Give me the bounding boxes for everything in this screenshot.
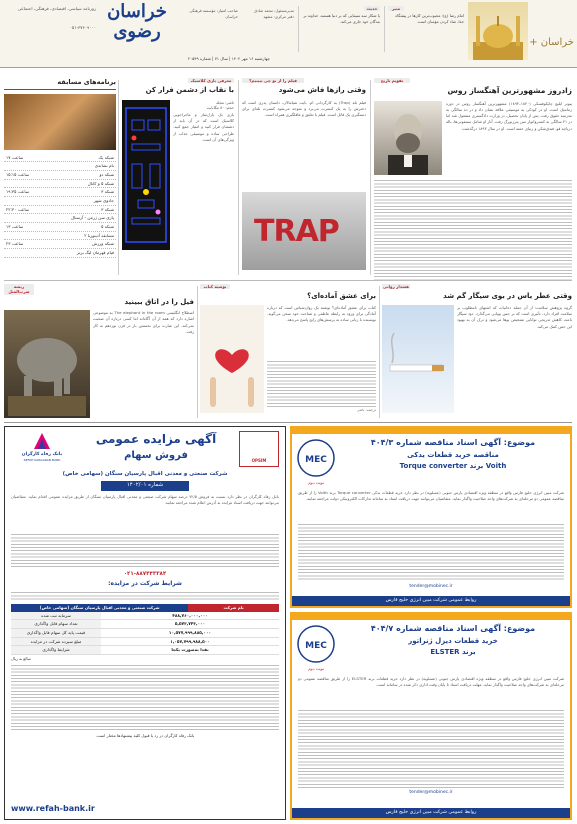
masthead-info-2: مدیرمسئول: محمد صادق دفتر مرکزی: مشهد bbox=[254, 8, 294, 20]
auction-value: ۱۰,۵۷۷,۹۹۹,۸۸۵,۰۰۰ bbox=[168, 630, 212, 636]
company-logo-icon bbox=[296, 438, 336, 478]
auction-ad bbox=[4, 426, 286, 820]
shrine-text: امام رضا (ع): محبوب‌ترین کارها در پیشگاه خدا، شاد کردن مؤمنان است. bbox=[395, 13, 464, 25]
game-screenshot bbox=[122, 100, 170, 250]
tv-schedule-list bbox=[4, 154, 116, 258]
tv-show-time: ساعت ۱۷ bbox=[6, 154, 24, 160]
article-credit: ترجمه: ناشر bbox=[357, 407, 376, 412]
section-title: خراسان + bbox=[529, 37, 574, 48]
quote-tag: حدیث bbox=[364, 6, 380, 11]
article-title: برای عشق آماده‌ای؟ bbox=[307, 292, 376, 301]
maze-icon bbox=[122, 100, 170, 250]
auction-label: مبلغ سپرده شرکت در مزایده bbox=[11, 638, 101, 646]
bank-icon bbox=[30, 431, 54, 451]
tv-show-time: ساعت ۲۲:۳۰ bbox=[6, 206, 30, 212]
tv-schedule bbox=[4, 78, 116, 278]
newspaper-logo: خراسان رضوی bbox=[107, 1, 167, 42]
divider bbox=[238, 80, 239, 275]
tv-show-time: ساعت ۱۳ bbox=[6, 224, 24, 230]
film-poster bbox=[242, 192, 366, 270]
side-label: نوبت دوم bbox=[308, 666, 324, 672]
ad-footer-note: بانک رفاه کارگران در رد یا قبول کلیه پیشنهادها مختار است. bbox=[95, 733, 195, 739]
tv-show-time: ساعت ۲۳ bbox=[6, 241, 24, 247]
ad-phone: ۰۲۱-۸۸۷۴۴۳۳۸۴ bbox=[123, 570, 167, 577]
cigarette-icon bbox=[382, 305, 454, 413]
article-title: وقتی رازها فاش می‌شود bbox=[278, 86, 366, 95]
auction-table-body bbox=[11, 612, 279, 655]
divider bbox=[379, 286, 380, 418]
tv-show-name: شبکه دو bbox=[99, 172, 114, 178]
article-title: وقتی عطر یاس در بوی سیگار گم شد bbox=[443, 292, 572, 301]
elephant-icon bbox=[4, 310, 90, 418]
tv-show-name: شبکه ۵ و کانال bbox=[87, 180, 114, 186]
article-body: پیوتر ایلیچ چایکوفسکی (۱۸۴۰–۱۸۹۳) مشهورترین آهنگساز روس در دوره رمانتیک است. او در کودکی به موسیقی علاقه نشان داد و در ده سالگی به مدرسه حقوق رفت. پس از پایان تحصیل، در وزارت دادگستری مشغول شد اما در ۲۱ سالگی به کنسرواتوار سن پترزبورگ رفت. آثار او شامل سمفونی‌ها، باله دریاچه قو، فندق‌شکن و زیبای خفته است. او در سال ۱۸۹۳ درگذشت. bbox=[446, 100, 572, 131]
article-idiom bbox=[4, 284, 194, 420]
tv-schedule-row bbox=[4, 249, 116, 258]
article-smoking bbox=[382, 284, 572, 420]
conditions-title: شرایط شرکت در مزایده: bbox=[108, 580, 182, 588]
divider bbox=[4, 280, 572, 281]
article-tag: هشدار روانی bbox=[383, 284, 409, 289]
dateline: چهارشنبه ۱۶ مهر ۱۴۰۲ | سال ۷۱ | شماره ۲۰۵۴۹ bbox=[187, 56, 270, 61]
article-body: اصطلاح انگلیسی The elephant in the room به موضوعی اشاره دارد که همه از آن آگاه‌اند اما کسی درباره آن صحبت نمی‌کند. این عبارت برای نخستین بار در قرن نوزدهم به کار رفت. bbox=[93, 310, 194, 334]
heart-icon bbox=[200, 305, 264, 413]
shrine-quote bbox=[388, 6, 464, 25]
ad-body: بانک رفاه کارگران در نظر دارد نسبت به فروش ۷۲/۵ درصد سهام شرکت صنعتی و معدنی اقبال پارسیان سنگان از طریق مزایده عمومی اقدام نماید. متقاضیان می‌توانند جهت دریافت اسناد مزایده به آدرس اعلام شده مراجعه نمایند. bbox=[11, 493, 280, 506]
quote-text: یا شکار سه سیمایی که بر دنیا هستند، خداوند بر بندگان خود جاری می‌کند. bbox=[303, 13, 380, 25]
article-body: بازی یک پازل‌ساز و ماجراجویی کلاسیک است که در آن باید از دشمنان فرار کنید و امتیاز جمع کنید. طراحی ساده و موسیقی جذاب از ویژگی‌های آن است. bbox=[173, 111, 234, 142]
divider bbox=[370, 80, 371, 275]
shrine-dome-icon bbox=[468, 2, 528, 60]
side-label: نوبت دوم bbox=[308, 480, 324, 486]
tv-show-name: مسابقه آدیتوریا ۲ bbox=[84, 232, 114, 238]
divider bbox=[118, 80, 119, 275]
ad-email[interactable]: tender@mobinec.ir bbox=[409, 789, 453, 795]
shrine-image bbox=[468, 2, 528, 60]
elephant-photo bbox=[4, 310, 90, 418]
ad-subtitle-2: برند ELSTER bbox=[430, 648, 476, 657]
company-logo bbox=[296, 624, 336, 672]
article-title: فیل را در اتاق ببینید bbox=[124, 297, 194, 306]
tv-show-time: ساعت ۱۹:۳۵ bbox=[6, 189, 30, 195]
ad-body: شرکت مبین انرژی خلیج فارس واقع در منطقه ویژه اقتصادی پارس جنوبی (عسلویه) در نظر دارد خرید قطعات یدکی Torque converter برند Voith را از طریق مناقصه عمومی دو مرحله‌ای به شرکت‌های واجد صلاحیت واگذار نماید. متقاضیان می‌توانند جهت دریافت اسناد به سامانه تدارکات الکترونیکی دولت مراجعه نمایند. bbox=[298, 489, 564, 502]
article-meta: ناشر: مجله حجم: ۸۰ مگابایت bbox=[206, 99, 234, 110]
tv-schedule-row bbox=[4, 171, 116, 180]
tv-schedule-row bbox=[4, 188, 116, 197]
ad-email[interactable]: tender@mobinec.ir bbox=[409, 583, 453, 589]
article-body-continued bbox=[374, 178, 572, 282]
tv-schedule-row bbox=[4, 197, 116, 206]
cigarette-photo bbox=[382, 305, 454, 413]
amount-label: مبالغ به ریال bbox=[11, 656, 31, 662]
tv-show-name: پاری سن ژرمن - آرسنال bbox=[70, 215, 114, 221]
article-title: زادروز مشهورترین آهنگساز روس bbox=[447, 86, 572, 96]
auction-table-row bbox=[11, 620, 279, 629]
hearts-photo bbox=[200, 305, 264, 413]
ad-title: موضوع: آگهی اسناد مناقصه شماره ۴۰۴/۳ bbox=[370, 438, 536, 447]
article-tag: توصیه کتاب bbox=[200, 284, 230, 289]
bank-url[interactable]: www.refah-bank.ir bbox=[11, 804, 95, 814]
tv-schedule-row bbox=[4, 180, 116, 189]
tv-show-name: شبکه ورزش bbox=[92, 241, 114, 247]
tv-show-name: شبکه ۳ bbox=[101, 206, 114, 212]
poster-text: TRAP bbox=[254, 213, 339, 249]
auction-label: سرمایه ثبت شده bbox=[11, 612, 101, 620]
article-title: با نقاب از دشمن فرار کن bbox=[145, 86, 234, 95]
conditions-text bbox=[11, 590, 279, 602]
tv-schedule-title: برنامه‌های مسابقه bbox=[4, 78, 116, 90]
ad-subtitle: فروش سهام bbox=[124, 450, 188, 462]
article-tag: ریشه ضرب‌المثل bbox=[4, 284, 34, 295]
hadith-box bbox=[302, 6, 380, 25]
ad-footer: روابط عمومی شرکت مبین انرژی خلیج فارس bbox=[292, 808, 570, 818]
article-game bbox=[122, 78, 234, 278]
ad-title: موضوع: آگهی اسناد مناقصه شماره ۴۰۴/۷ bbox=[370, 624, 536, 633]
publisher-info bbox=[4, 6, 96, 61]
opsim-logo: OPSIM bbox=[239, 431, 279, 467]
company-name: شرکت صنعتی و معدنی اقبال پارسیان سنگان (سهامی خاص) bbox=[62, 471, 228, 477]
tv-show-name: شبکه یک bbox=[98, 154, 114, 160]
contact-number: ۰۵۱-۳۷۶۰۹۰۰۰ bbox=[69, 24, 96, 30]
ad-subtitle-2: Voith برند Torque converter bbox=[399, 462, 507, 471]
article-film bbox=[242, 78, 366, 278]
masthead-info-1: صاحب امتیاز: مؤسسه فرهنگی خراسان bbox=[189, 8, 238, 20]
divider bbox=[298, 6, 299, 52]
auction-value: ۴۸۸,۷۶۰,۰۰۰,۰۰۰ bbox=[172, 612, 208, 618]
article-book bbox=[200, 284, 376, 420]
ad-title: آگهی مزایده عمومی bbox=[95, 432, 217, 446]
article-body-continued bbox=[267, 359, 376, 407]
ad-subtitle: مناقصه خرید قطعات یدکی bbox=[407, 450, 499, 459]
article-body: کتاب برای عشق آماده‌ای؟ نوشته یک روان‌شناس است که درباره آمادگی برای ورود به رابطه عاطفی و شناخت خود سخن می‌گوید. نویسنده با زبانی ساده به پرسش‌های رایج پاسخ می‌دهد. bbox=[267, 304, 376, 323]
portrait-icon bbox=[374, 101, 442, 175]
tender-ad-1 bbox=[290, 426, 572, 608]
shrine-tag: منبر bbox=[388, 6, 404, 11]
tv-schedule-row bbox=[4, 223, 116, 232]
tv-schedule-row bbox=[4, 240, 116, 249]
auction-label: تعداد سهام قابل واگذاری bbox=[11, 620, 101, 628]
tv-schedule-row bbox=[4, 232, 116, 241]
auction-label: قیمت پایه کل سهام قابل واگذاری bbox=[11, 629, 101, 637]
tv-show-name: شبکه ۵ bbox=[101, 224, 114, 230]
ad-body: شرکت مبین انرژی خلیج فارس واقع در منطقه ویژه اقتصادی پارس جنوبی (عسلویه) در نظر دارد خرید قطعات برند ELSTER را از طریق مناقصه عمومی دو مرحله‌ای به شرکت‌های واجد صلاحیت واگذار نماید. مهلت دریافت اسناد تا پایان وقت اداری ذکر شده در سامانه است. bbox=[298, 675, 564, 688]
auction-table-row bbox=[11, 646, 279, 655]
svg-text:MEC: MEC bbox=[305, 455, 327, 465]
tv-show-name: جادوی شهر bbox=[93, 198, 114, 204]
auction-number: شماره ۱۴۰۲/۰۱ bbox=[101, 481, 189, 490]
article-tag: تقویم تاریخ bbox=[374, 78, 410, 83]
bank-logo: بانک رفاه کارگران REFAH KARGARAN BANK bbox=[11, 431, 73, 463]
divider bbox=[197, 286, 198, 418]
ad-body-continued bbox=[298, 708, 564, 788]
ad-subtitle: خرید قطعات دیزل ژنراتور bbox=[408, 636, 498, 645]
auction-table-row bbox=[11, 612, 279, 621]
auction-table-row bbox=[11, 638, 279, 647]
article-body: فیلم تله (Trap) به کارگردانی ام. نایت شیامالان، داستان پدری است که دخترش را به یک کنسرت می‌برد و متوجه می‌شود کنسرت تله‌ای برای دستگیری یک قاتل است. فیلم با تعلیق و غافلگیری همراه است. bbox=[242, 99, 366, 118]
ad-footnotes bbox=[11, 663, 279, 731]
tender-ad-2 bbox=[290, 612, 572, 820]
company-logo bbox=[296, 438, 336, 486]
company-logo-icon bbox=[296, 624, 336, 664]
auction-value: نقدا به‌صورت یکجا bbox=[171, 647, 209, 653]
svg-text:MEC: MEC bbox=[305, 641, 327, 651]
auction-value: ۵,۵۷۳,۷۴۳,۰۰۰ bbox=[174, 621, 206, 627]
auction-label: شرایط واگذاری bbox=[11, 646, 101, 654]
tv-schedule-row bbox=[4, 214, 116, 223]
pub-info: روزنامه سیاسی، اقتصادی، فرهنگی، اجتماعی bbox=[17, 6, 96, 11]
portrait-photo bbox=[374, 101, 442, 175]
ad-body-continued bbox=[11, 532, 279, 568]
tv-show-name: شبکه ۳ bbox=[101, 189, 114, 195]
tv-show-name: نام نشانه‌ی bbox=[94, 163, 114, 169]
auction-value: ۱,۰۵۷,۷۹۹,۹۸۸,۵۰۰ bbox=[170, 638, 210, 644]
tv-show-name: قیام قهرمان لیگ برتر bbox=[76, 250, 114, 256]
divider bbox=[384, 6, 385, 52]
article-history bbox=[374, 78, 572, 278]
article-tag: معرفی بازی کلاسیک bbox=[188, 78, 234, 83]
tv-photo bbox=[4, 94, 116, 150]
tv-schedule-row bbox=[4, 154, 116, 163]
article-body: گروه پژوهش سلامت: از آن جمله دخانیات که اشتهای نامطلوب بر سلامت افراد دارد، تأثیری است که بر حس بویایی می‌گذارد. دود سیگار باعث کاهش تدریجی توانایی تشخیص بوها می‌شود و ترک آن به بهبود این حس کمک می‌کند. bbox=[457, 304, 572, 329]
tv-schedule-row bbox=[4, 206, 116, 215]
article-tag: فیلم را از نو چی ببینیم؟ bbox=[242, 78, 304, 83]
tv-show-time: ساعت ۱۵:۱۵ bbox=[6, 172, 30, 178]
tv-schedule-row bbox=[4, 162, 116, 171]
divider bbox=[4, 422, 572, 423]
ad-body-continued bbox=[298, 522, 564, 582]
ad-footer: روابط عمومی شرکت مبین انرژی خلیج فارس bbox=[292, 596, 570, 606]
auction-table: نام شرکت شرکت صنعتی و معدنی اقبال پارسیان سنگان (سهامی خاص) ۴۸۸,۷۶۰,۰۰۰,۰۰۰ سرمایه ثبت شده ۵,۵۷۳,۷۴۳,۰۰۰ تعداد سهام قابل واگذاری ۱۰,۵۷۷,۹۹۹,۸۸۵,۰۰۰ قیمت پایه کل سهام قابل واگذاری ۱,۰۵۷,۷۹۹,۹۸۸,۵۰۰ مبلغ سپرده شرکت در مزایده نقدا به‌صورت یکجا شرایط واگذاری مبالغ به ریال bbox=[11, 604, 279, 661]
auction-table-row bbox=[11, 629, 279, 638]
